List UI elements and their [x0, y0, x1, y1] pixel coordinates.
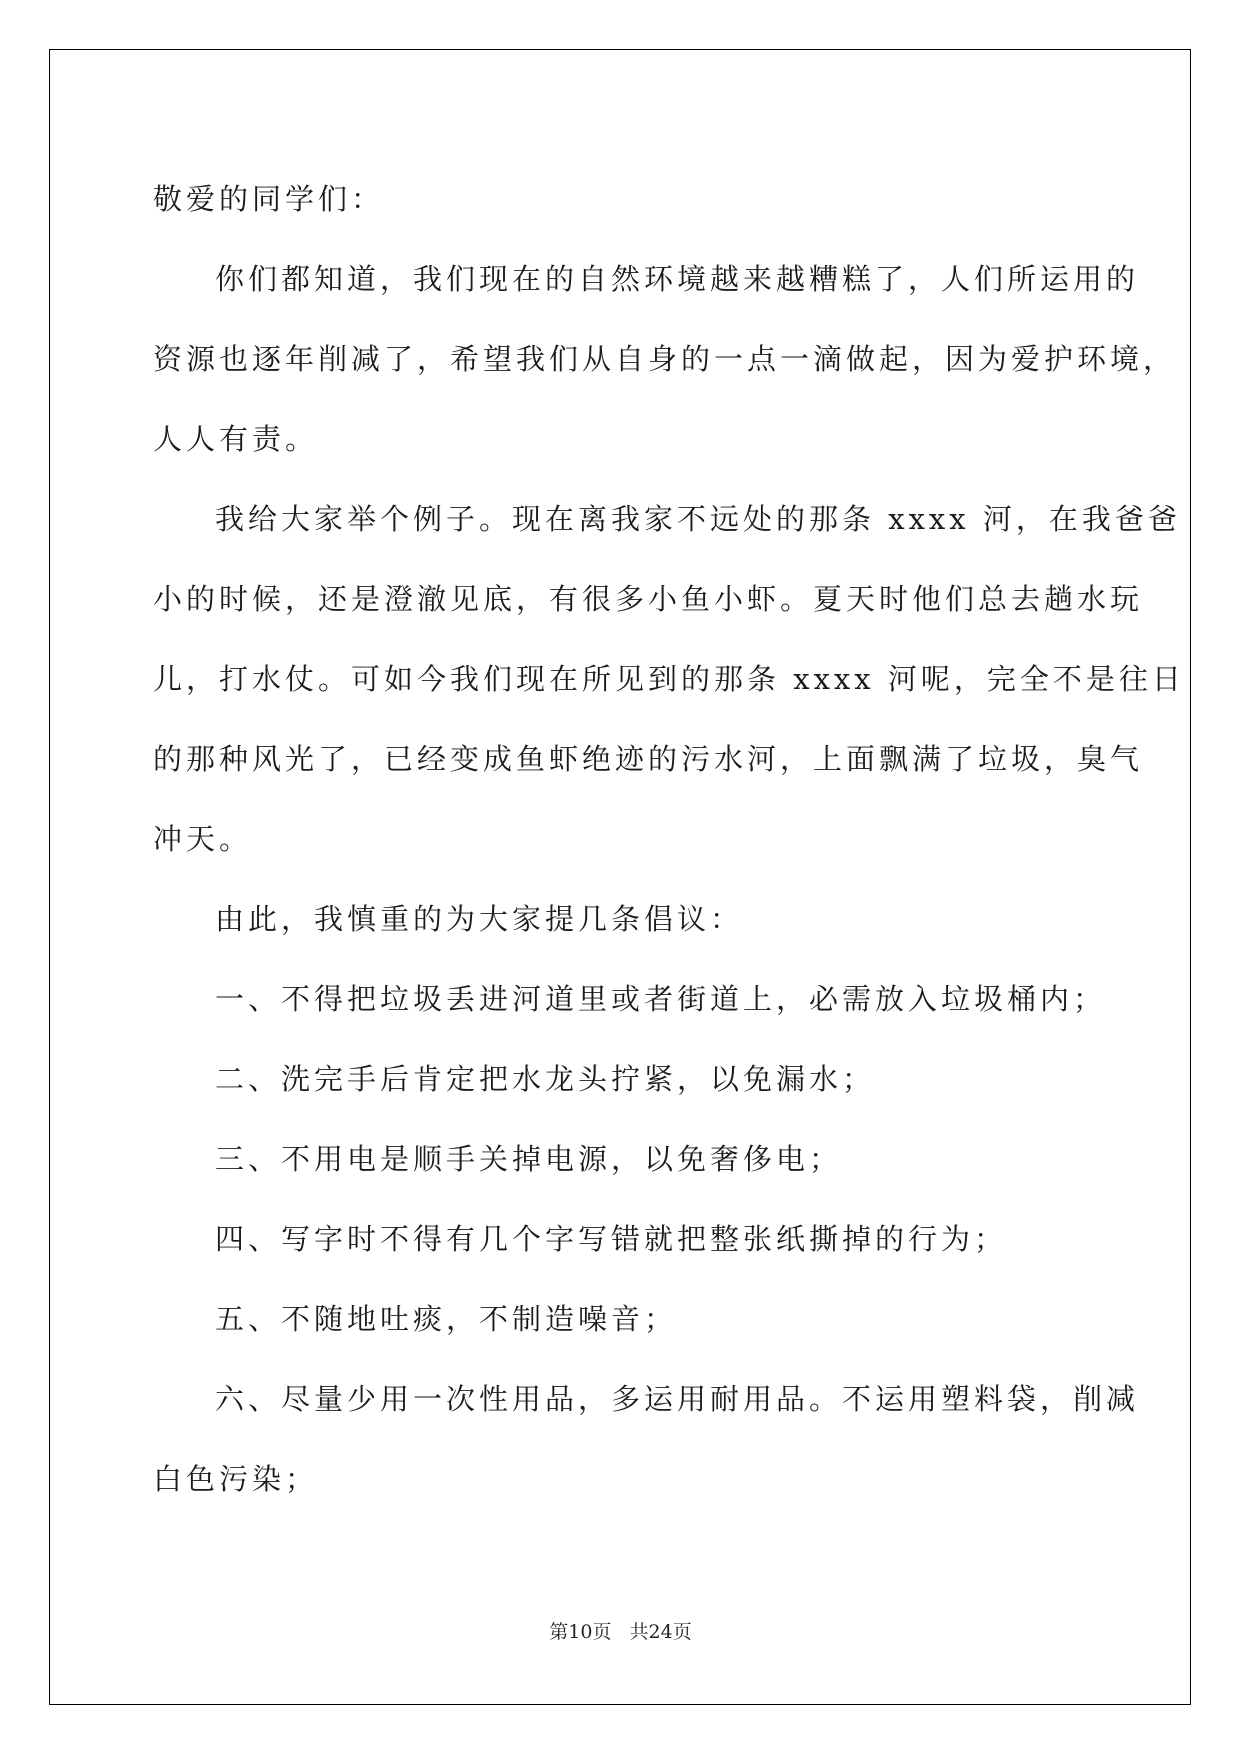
list-item: 白色污染；	[153, 1462, 319, 1496]
text-line: 敬爱的同学们：	[153, 182, 385, 216]
list-item: 四、写字时不得有几个字写错就把整张纸撕掉的行为；	[215, 1222, 1008, 1256]
text-line: 人人有责。	[153, 422, 319, 456]
list-item: 二、洗完手后肯定把水龙头拧紧，以免漏水；	[215, 1062, 876, 1096]
list-item: 五、不随地吐痰，不制造噪音；	[215, 1302, 678, 1336]
list-item: 一、不得把垃圾丢进河道里或者街道上，必需放入垃圾桶内；	[215, 982, 1107, 1016]
page-footer	[0, 1617, 1241, 1644]
text-line: 小的时候，还是澄澈见底，有很多小鱼小虾。夏天时他们总去趟水玩	[153, 582, 1144, 616]
text-line: 的那种风光了，已经变成鱼虾绝迹的污水河，上面飘满了垃圾，臭气	[153, 742, 1144, 776]
total-pages-label: 共24页	[629, 1621, 692, 1643]
text-line: 你们都知道，我们现在的自然环境越来越糟糕了，人们所运用的	[215, 262, 1140, 296]
document-body	[153, 159, 1185, 1519]
list-item: 六、尽量少用一次性用品，多运用耐用品。不运用塑料袋，削减	[215, 1382, 1140, 1416]
text-line: 由此，我慎重的为大家提几条倡议：	[215, 902, 744, 936]
text-line: 儿，打水仗。可如今我们现在所见到的那条 xxxx 河呢，完全不是往日	[153, 662, 1185, 696]
text-line: 资源也逐年削减了，希望我们从自身的一点一滴做起，因为爱护环境，	[153, 342, 1177, 376]
list-item: 三、不用电是顺手关掉电源，以免奢侈电；	[215, 1142, 843, 1176]
text-line: 我给大家举个例子。现在离我家不远处的那条 xxxx 河，在我爸爸	[215, 502, 1181, 536]
current-page-label: 第10页	[549, 1621, 612, 1643]
text-line: 冲天。	[153, 822, 253, 856]
